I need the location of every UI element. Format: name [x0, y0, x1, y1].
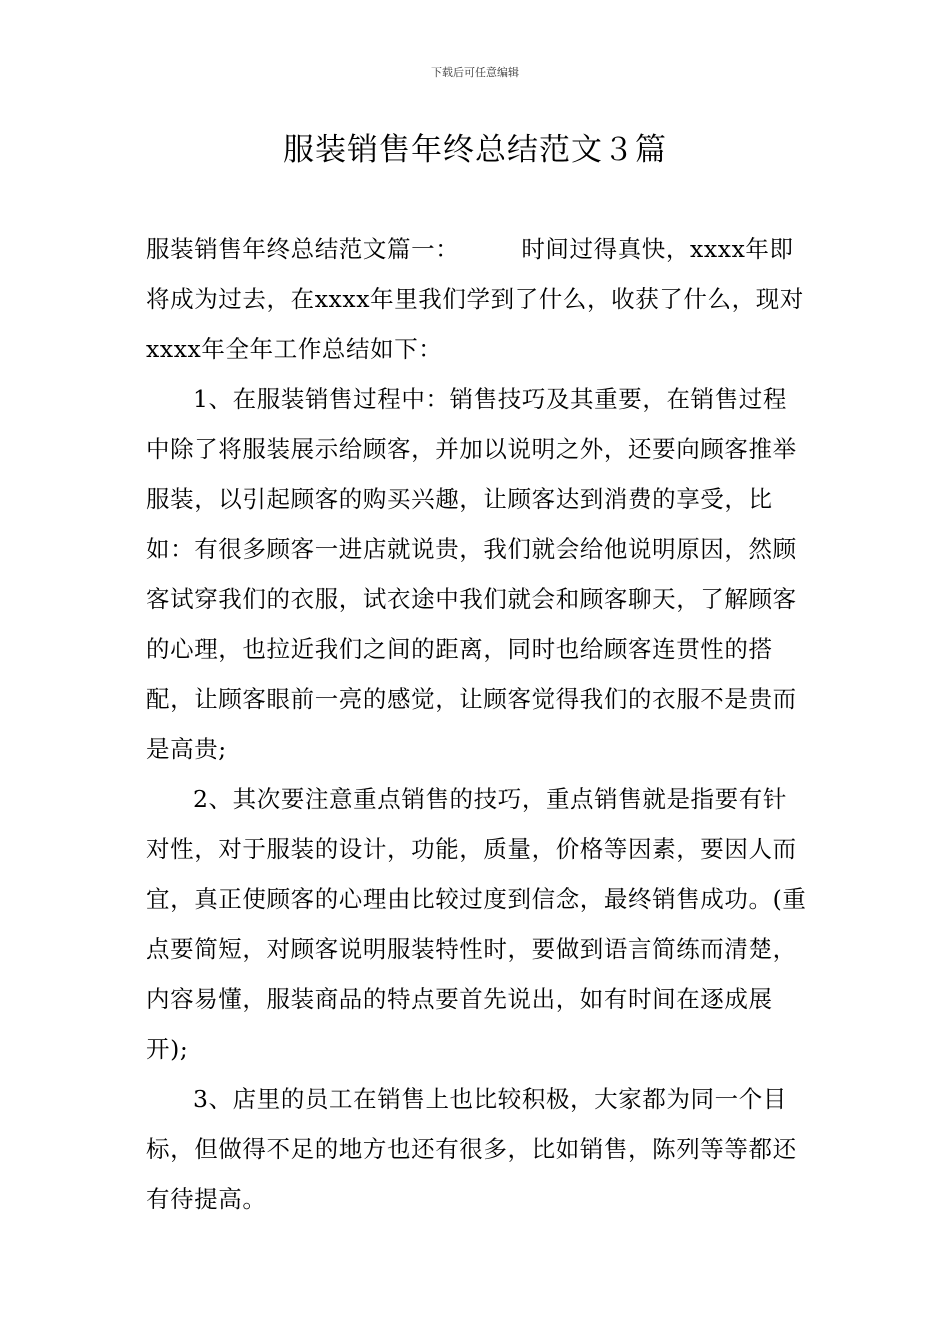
paragraph-1: 1、在服装销售过程中：销售技巧及其重要，在销售过程中除了将服装展示给顾客，并加以说明之外，还要向顾客推举服装，以引起顾客的购买兴趣，让顾客达到消费的享受，比如：有很多顾客一进店就说贵，我们就会给他说明原因，然顾客试穿我们的衣服，试衣途中我们就会和顾客聊天，了解顾客的心理，也拉近我们之间的距离，同时也给顾客连贯性的搭配，让顾客眼前一亮的感觉，让顾客觉得我们的衣服不是贵而是高贵;: [146, 385, 797, 763]
intro-text: 时间过得真快，xxxx年即将成为过去，在xxxx年里我们学到了什么，收获了什么，现对xxxx年全年工作总结如下：: [146, 235, 804, 363]
header-note: 下载后可任意编辑: [431, 66, 519, 79]
document-body: [146, 224, 810, 1224]
paragraph-2: 2、其次要注意重点销售的技巧，重点销售就是指要有针对性，对于服装的设计，功能，质量，价格等因素，要因人而宜，真正使顾客的心理由比较过度到信念，最终销售成功。(重点要简短，对顾客说明服装特性时，要做到语言简练而清楚，内容易懂，服装商品的特点要首先说出，如有时间在逐成展开);: [146, 785, 807, 1063]
document-title: 服装销售年终总结范文３篇: [283, 132, 667, 168]
intro-label: 服装销售年终总结范文篇一：: [146, 235, 460, 263]
paragraph-3: 3、店里的员工在销售上也比较积极，大家都为同一个目标，但做得不足的地方也还有很多，比如销售，陈列等等都还有待提高。: [146, 1085, 797, 1213]
intro-paragraph: [146, 224, 810, 374]
